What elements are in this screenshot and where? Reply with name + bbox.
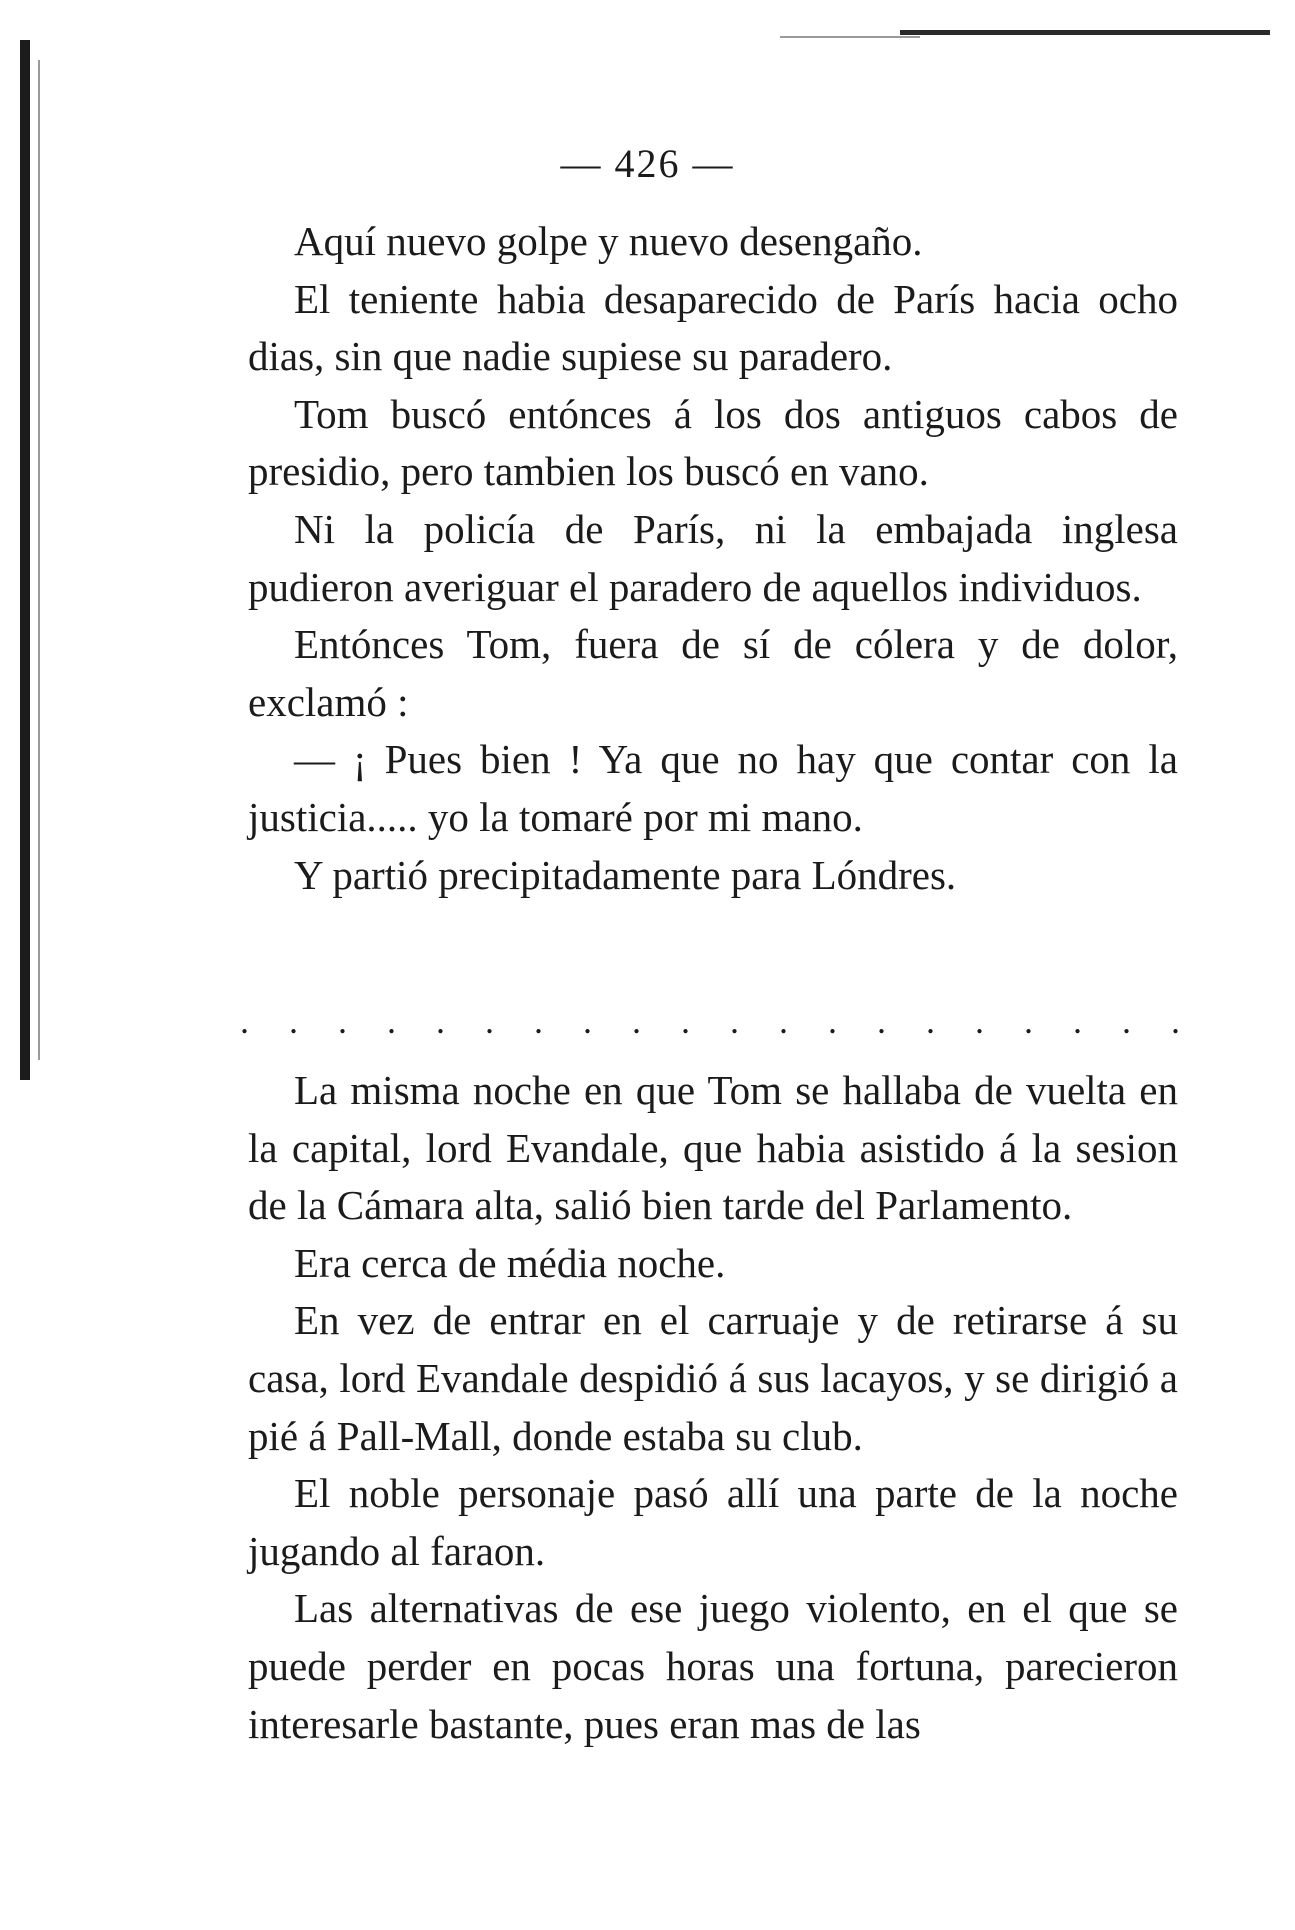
- paragraph: Ni la policía de París, ni la embajada inglesa pudieron averiguar el paradero de aquellos individuos.: [248, 505, 1178, 610]
- section-separator-dots: . . . . . . . . . . . . . . . . . . . .: [240, 1001, 1180, 1041]
- page-number: — 426 —: [560, 141, 735, 186]
- paragraph: La misma noche en que Tom se hallaba de vuelta en la capital, lord Evandale, que habia asistido á la sesion de la Cámara alta, salió bien tarde del Parlamento.: [248, 1067, 1178, 1229]
- paragraph: Las alternativas de ese juego violento, en el que se puede perder en pocas horas una fortuna, parecieron interesarle bastante, pues eran mas de las: [248, 1585, 1178, 1747]
- paragraph: En vez de entrar en el carruaje y de retirarse á su casa, lord Evandale despidió á sus lacayos, y se dirigió a pié á Pall-Mall, donde estaba su club.: [248, 1297, 1178, 1459]
- left-margin-rule-thin: [38, 60, 40, 1060]
- top-margin-rule: [900, 30, 1270, 35]
- paragraph: Entónces Tom, fuera de sí de cólera y de dolor, exclamó :: [248, 621, 1178, 725]
- paragraph: — ¡ Pues bien ! Ya que no hay que contar con la justicia..... yo la tomaré por mi mano.: [248, 736, 1178, 840]
- paragraph: Aquí nuevo golpe y nuevo desengaño.: [294, 218, 923, 264]
- paragraph: Tom buscó entónces á los dos antiguos cabos de presidio, pero tambien los buscó en vano.: [248, 390, 1178, 495]
- top-margin-rule-thin: [780, 36, 920, 38]
- paragraph: Era cerca de média noche.: [294, 1239, 726, 1286]
- text-block-2: [248, 1062, 1178, 1753]
- paragraph: Y partió precipitadamente para Lóndres.: [294, 851, 957, 898]
- paragraph: El noble personaje pasó allí una parte de la noche jugando al faraon.: [248, 1470, 1178, 1574]
- left-margin-rule: [20, 40, 30, 1080]
- text-block-1: [248, 213, 1178, 904]
- paragraph: El teniente habia desaparecido de París hacia ocho dias, sin que nadie supiese su paradero.: [248, 275, 1178, 380]
